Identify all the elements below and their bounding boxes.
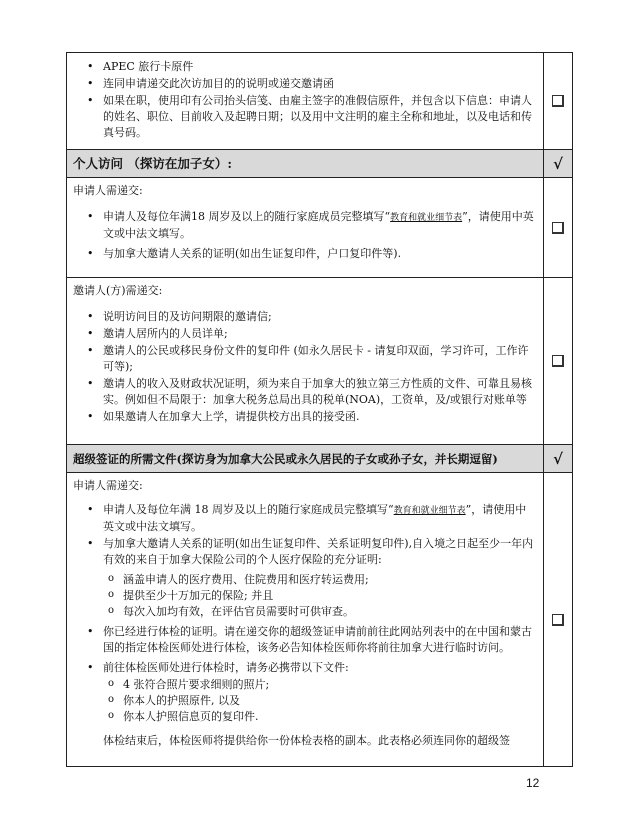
check-cell xyxy=(544,445,572,472)
education-form-link[interactable]: 教育和就业细节表 xyxy=(393,506,466,516)
list-item: • 如果邀请人在加拿大上学，请提供校方出具的接受函. xyxy=(73,409,537,425)
list-item: • 邀请人的公民或移民身份文件的复印件 (如永久居民卡 - 请复印双面，学习许可，工作许可等); xyxy=(73,343,537,375)
applicant-cell xyxy=(67,178,544,277)
super-visa-cell xyxy=(67,473,544,766)
inviter-cell xyxy=(67,278,544,444)
section-heading-cell xyxy=(67,150,544,177)
list-item: • 前往体检医师处进行体检时，请务必携带以下文件: o 4 张符合照片要求细则的照片; o 你本人的护照原件, 以及 o 你本人护照信息页的复印件. xyxy=(73,660,537,725)
list-item: • 邀请人的收入及财政状况证明，须为来自于加拿大的独立第三方性质的文件、可靠且易核实。例如但不局限于：加拿大税务总局出具的税单(NOA)，工资单，及/或银行对账单等 xyxy=(73,376,537,408)
applicant-list xyxy=(73,209,537,262)
exam-sublist xyxy=(103,677,537,725)
inviter-lead: 邀请人(方)需递交: xyxy=(73,284,163,297)
list-item: • 说明访问目的及访问期限的邀请信; xyxy=(73,309,537,325)
check-mark: √ xyxy=(553,449,563,468)
applicant-lead: 申请人需递交: xyxy=(73,184,143,197)
inviter-list xyxy=(73,309,537,425)
checkbox-cell xyxy=(544,473,572,766)
checkbox-cell xyxy=(544,53,572,149)
list-item: • APEC 旅行卡原件 xyxy=(73,59,537,75)
section-heading-super-visa: 超级签证的所需文件(探访身为加拿大公民或永久居民的子女或孙子女，并长期逗留) xyxy=(73,451,498,466)
document-page xyxy=(66,52,573,767)
table-row xyxy=(67,53,572,149)
checkbox[interactable] xyxy=(552,614,564,626)
list-item: o 你本人的护照原件, 以及 xyxy=(73,693,537,709)
checkbox[interactable] xyxy=(552,222,564,234)
super-visa-lead: 申请人需递交: xyxy=(73,479,143,492)
table-row xyxy=(67,149,572,177)
table-row xyxy=(67,177,572,277)
checkbox[interactable] xyxy=(552,95,564,107)
table-row xyxy=(67,472,572,766)
exam-tail-text: 体检结束后，体检医师将提供给你一份体检表格的副本。此表格必须连同你的超级签 xyxy=(103,734,510,747)
list-item: • 申请人及每位年满 18 周岁及以上的随行家庭成员完整填写“教育和就业细节表”，请使用中英文或中法文填写。 xyxy=(73,502,537,535)
super-visa-list xyxy=(73,502,537,725)
section-heading-cell xyxy=(67,445,544,472)
checkbox-cell xyxy=(544,278,572,444)
education-form-link[interactable]: 教育和就业细节表 xyxy=(390,213,463,223)
check-mark: √ xyxy=(553,154,563,173)
list-item: • 与加拿大邀请人关系的证明(如出生证复印件，户口复印件等). xyxy=(73,246,537,262)
list-item: o 你本人护照信息页的复印件. xyxy=(73,709,537,725)
checkbox-cell xyxy=(544,178,572,277)
list-item: o 提供至少十万加元的保险; 并且 xyxy=(73,588,537,604)
list-item: • 你已经进行体检的证明。请在递交你的超级签证申请前前往此网站列表中的在中国和蒙古国的指定体检医师处进行体检，该务必告知体检医师你将前往加拿大进行临时访问。 xyxy=(73,624,537,656)
list-item: • 邀请人居所内的人员详单; xyxy=(73,326,537,342)
table-row xyxy=(67,277,572,444)
table-row xyxy=(67,444,572,472)
top-requirements-cell xyxy=(67,53,544,149)
list-item: o 每次入加均有效，在评估官员需要时可供审查。 xyxy=(73,604,537,620)
section-heading-personal: 个人访问 （探访在加子女）: xyxy=(73,155,232,171)
insurance-sublist xyxy=(103,572,537,620)
list-item: o 4 张符合照片要求细则的照片; xyxy=(73,677,537,693)
requirements-table xyxy=(66,52,573,767)
page-number: 12 xyxy=(526,776,540,790)
top-requirements-list xyxy=(73,59,537,141)
list-item: • 连同申请递交此次访加目的的说明或递交邀请函 xyxy=(73,76,537,92)
list-item: o 涵盖申请人的医疗费用、住院费用和医疗转运费用; xyxy=(73,572,537,588)
list-item: • 如果在职，使用印有公司抬头信笺、由雇主签字的准假信原件，并包含以下信息：申请人的姓名、职位、目前收入及起聘日期；以及用中文注明的雇主全称和地址，以及电话和传真号码。 xyxy=(73,93,537,141)
list-item: • 与加拿大邀请人关系的证明(如出生证复印件、关系证明复印件),自入境之日起至少一年内有效的来自于加拿大保险公司的个人医疗保险的充分证明: o 涵盖申请人的医疗费用、住院费用和医疗转运费用; o 提供至少十万加元的保险; 并且 o 每次入加均有效，在评估官员需要时可供审查。 xyxy=(73,536,537,620)
list-item: • 申请人及每位年满18 周岁及以上的随行家庭成员完整填写“教育和就业细节表”，请使用中英文或中法文填写。 xyxy=(73,209,537,242)
checkbox[interactable] xyxy=(552,355,564,367)
check-cell xyxy=(544,150,572,177)
